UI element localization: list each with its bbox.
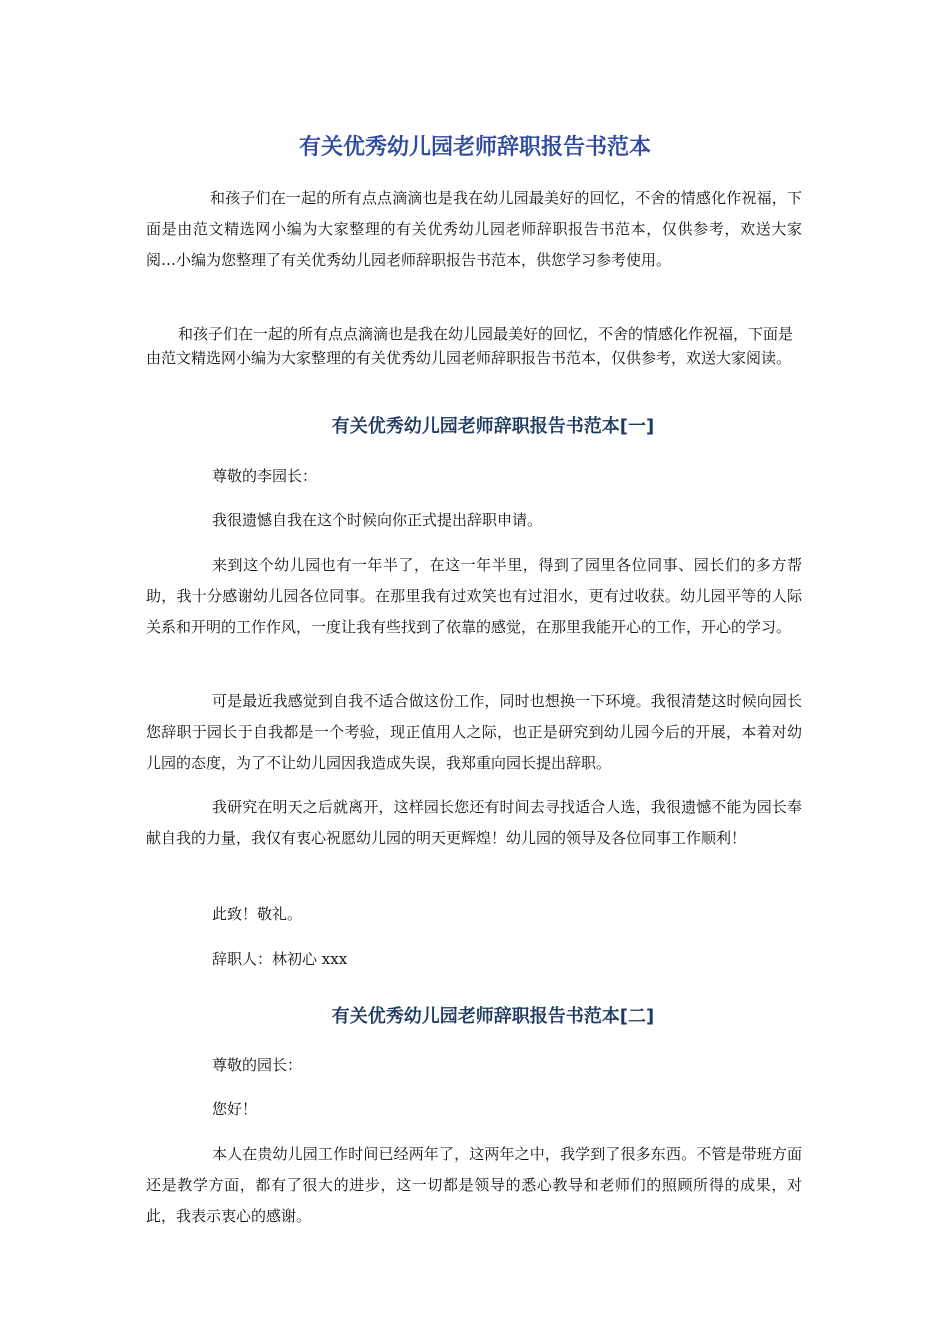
section-2-heading: 有关优秀幼儿园老师辞职报告书范本[二]	[331, 1006, 655, 1027]
section-1-closing: 此致！敬礼。	[212, 905, 303, 923]
section-2-paragraph-1: 您好！	[212, 1100, 258, 1118]
section-1-greeting: 尊敬的李园长：	[212, 467, 318, 485]
document-title: 有关优秀幼儿园老师辞职报告书范本	[298, 135, 651, 160]
section-2-greeting: 尊敬的园长：	[212, 1056, 303, 1074]
intro-paragraph: 和孩子们在一起的所有点点滴滴也是我在幼儿园最美好的回忆，不舍的情感化作祝福，下面是由范文精选网小编为大家整理的有关优秀幼儿园老师辞职报告书范本，仅供参考，欢送大家阅读。	[146, 325, 794, 367]
section-1-paragraph-2: 来到这个幼儿园也有一年半了，在这一年半里，得到了园里各位同事、园长们的多方帮助，我十分感谢幼儿园各位同事。在那里我有过欢笑也有过泪水，更有过收获。幼儿园平等的人际关系和开明的工作作风，一度让我有些找到了依靠的感觉，在那里我能开心的工作，开心的学习。	[146, 556, 802, 636]
section-1-heading: 有关优秀幼儿园老师辞职报告书范本[一]	[331, 416, 655, 437]
section-1-paragraph-1: 我很遗憾自我在这个时候向你正式提出辞职申请。	[212, 511, 543, 529]
section-1-signature: 辞职人：林初心 xxx	[212, 950, 348, 968]
section-2-paragraph-2: 本人在贵幼儿园工作时间已经两年了，这两年之中，我学到了很多东西。不管是带班方面还是教学方面，都有了很大的进步，这一切都是领导的悉心教导和老师们的照顾所得的成果，对此，我表示衷心的感谢。	[146, 1145, 802, 1225]
section-1-paragraph-3: 可是最近我感觉到自我不适合做这份工作，同时也想换一下环境。我很清楚这时候向园长您辞职于园长于自我都是一个考验，现正值用人之际，也正是研究到幼儿园今后的开展，本着对幼儿园的态度，为了不让幼儿园因我造成失误，我郑重向园长提出辞职。	[146, 692, 802, 772]
summary-paragraph: 和孩子们在一起的所有点点滴滴也是我在幼儿园最美好的回忆，不舍的情感化作祝福，下面是由范文精选网小编为大家整理的有关优秀幼儿园老师辞职报告书范本，仅供参考，欢送大家阅…小编为您整理了有关优秀幼儿园老师辞职报告书范本，供您学习参考使用。	[146, 189, 802, 269]
section-1-paragraph-4: 我研究在明天之后就离开，这样园长您还有时间去寻找适合人选，我很遗憾不能为园长奉献自我的力量，我仅有衷心祝愿幼儿园的明天更辉煌！幼儿园的领导及各位同事工作顺利！	[146, 798, 802, 847]
